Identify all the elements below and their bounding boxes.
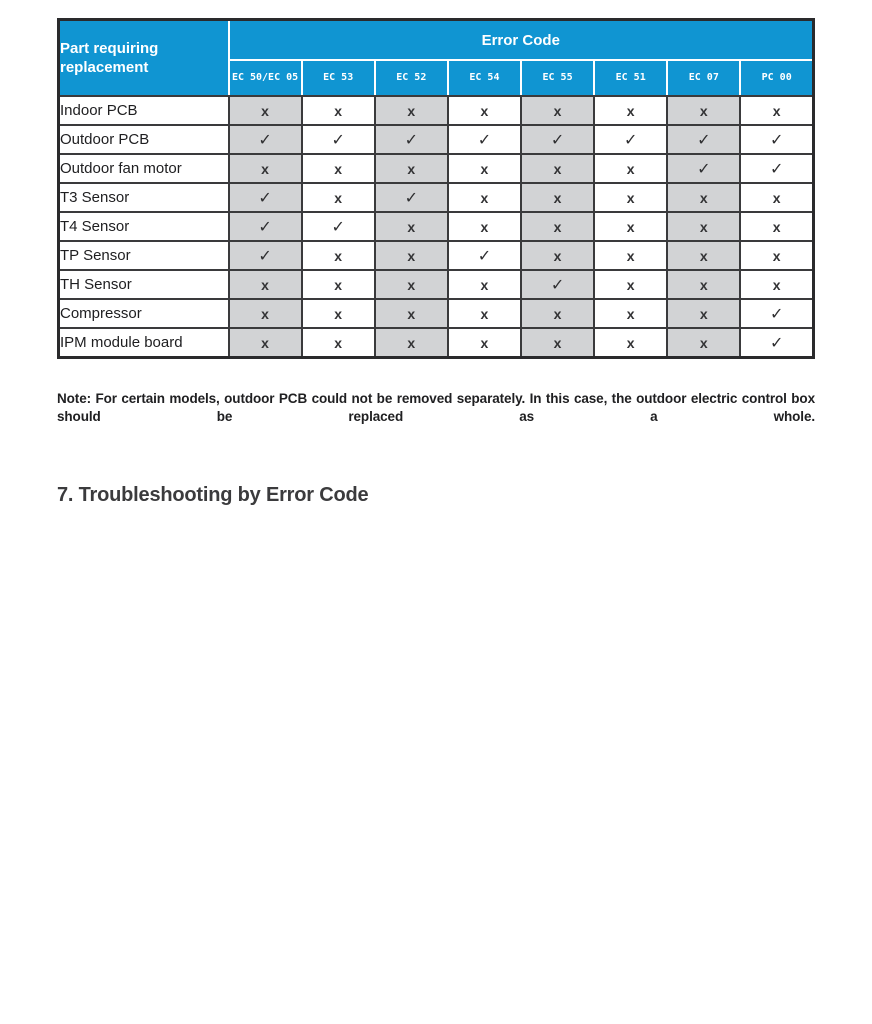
x-mark-cell: x: [375, 328, 448, 358]
error-code-column-header: EC 51: [594, 60, 667, 96]
x-mark-cell: x: [229, 154, 302, 183]
error-code-column-header: EC 55: [521, 60, 594, 96]
x-mark-cell: x: [302, 270, 375, 299]
x-mark-cell: x: [594, 299, 667, 328]
x-mark-cell: x: [667, 96, 740, 125]
part-replacement-table: [57, 18, 815, 359]
check-mark-cell: ✓: [302, 212, 375, 241]
check-mark-cell: ✓: [740, 328, 813, 358]
check-mark-cell: ✓: [448, 241, 521, 270]
x-mark-cell: x: [448, 328, 521, 358]
table-row: [59, 154, 814, 183]
x-mark-cell: x: [594, 328, 667, 358]
x-mark-cell: x: [302, 328, 375, 358]
check-mark-cell: ✓: [448, 125, 521, 154]
x-mark-cell: x: [302, 299, 375, 328]
x-mark-cell: x: [521, 299, 594, 328]
x-mark-cell: x: [521, 154, 594, 183]
table-row: [59, 328, 814, 358]
x-mark-cell: x: [521, 212, 594, 241]
error-code-column-header: EC 53: [302, 60, 375, 96]
check-mark-cell: ✓: [521, 125, 594, 154]
row-label: Outdoor fan motor: [59, 154, 229, 183]
check-mark-cell: ✓: [521, 270, 594, 299]
x-mark-cell: x: [521, 183, 594, 212]
row-label: TP Sensor: [59, 241, 229, 270]
note-text: Note: For certain models, outdoor PCB could not be removed separately. In this case, the outdoor electric control box should be replaced as a whole.: [57, 390, 815, 425]
check-mark-cell: ✓: [302, 125, 375, 154]
x-mark-cell: x: [594, 241, 667, 270]
check-mark-cell: ✓: [375, 125, 448, 154]
x-mark-cell: x: [594, 212, 667, 241]
x-mark-cell: x: [667, 241, 740, 270]
error-code-group-header: Error Code: [229, 20, 814, 61]
x-mark-cell: x: [521, 241, 594, 270]
x-mark-cell: x: [448, 212, 521, 241]
error-code-column-header: PC 00: [740, 60, 813, 96]
check-mark-cell: ✓: [229, 212, 302, 241]
x-mark-cell: x: [448, 299, 521, 328]
x-mark-cell: x: [302, 241, 375, 270]
check-mark-cell: ✓: [594, 125, 667, 154]
row-label: T3 Sensor: [59, 183, 229, 212]
check-mark-cell: ✓: [229, 125, 302, 154]
x-mark-cell: x: [667, 328, 740, 358]
x-mark-cell: x: [229, 96, 302, 125]
x-mark-cell: x: [521, 96, 594, 125]
x-mark-cell: x: [594, 183, 667, 212]
error-code-column-header: EC 52: [375, 60, 448, 96]
x-mark-cell: x: [594, 270, 667, 299]
x-mark-cell: x: [375, 154, 448, 183]
x-mark-cell: x: [375, 96, 448, 125]
check-mark-cell: ✓: [229, 241, 302, 270]
table-row: [59, 299, 814, 328]
x-mark-cell: x: [740, 241, 813, 270]
section-heading: 7. Troubleshooting by Error Code: [57, 483, 369, 506]
row-label: Outdoor PCB: [59, 125, 229, 154]
x-mark-cell: x: [302, 183, 375, 212]
x-mark-cell: x: [229, 299, 302, 328]
x-mark-cell: x: [448, 154, 521, 183]
x-mark-cell: x: [740, 96, 813, 125]
check-mark-cell: ✓: [740, 299, 813, 328]
check-mark-cell: ✓: [740, 125, 813, 154]
table-row: [59, 270, 814, 299]
error-code-column-header: EC 07: [667, 60, 740, 96]
x-mark-cell: x: [229, 328, 302, 358]
row-label: Compressor: [59, 299, 229, 328]
error-code-column-header: EC 50/EC 05: [229, 60, 302, 96]
check-mark-cell: ✓: [229, 183, 302, 212]
table-row: [59, 212, 814, 241]
x-mark-cell: x: [375, 270, 448, 299]
table-row: [59, 241, 814, 270]
row-label: TH Sensor: [59, 270, 229, 299]
x-mark-cell: x: [667, 212, 740, 241]
row-label: T4 Sensor: [59, 212, 229, 241]
x-mark-cell: x: [302, 154, 375, 183]
check-mark-cell: ✓: [667, 125, 740, 154]
x-mark-cell: x: [448, 96, 521, 125]
x-mark-cell: x: [229, 270, 302, 299]
x-mark-cell: x: [740, 212, 813, 241]
row-label: IPM module board: [59, 328, 229, 358]
x-mark-cell: x: [375, 212, 448, 241]
check-mark-cell: ✓: [375, 183, 448, 212]
x-mark-cell: x: [594, 96, 667, 125]
check-mark-cell: ✓: [667, 154, 740, 183]
x-mark-cell: x: [448, 270, 521, 299]
x-mark-cell: x: [302, 96, 375, 125]
x-mark-cell: x: [740, 183, 813, 212]
check-mark-cell: ✓: [740, 154, 813, 183]
x-mark-cell: x: [448, 183, 521, 212]
x-mark-cell: x: [740, 270, 813, 299]
x-mark-cell: x: [667, 183, 740, 212]
x-mark-cell: x: [375, 299, 448, 328]
error-code-column-header: EC 54: [448, 60, 521, 96]
x-mark-cell: x: [375, 241, 448, 270]
row-label: Indoor PCB: [59, 96, 229, 125]
x-mark-cell: x: [667, 270, 740, 299]
table-row: [59, 183, 814, 212]
table-row: [59, 96, 814, 125]
x-mark-cell: x: [594, 154, 667, 183]
corner-header: Part requiring replacement: [59, 20, 229, 97]
x-mark-cell: x: [667, 299, 740, 328]
x-mark-cell: x: [521, 328, 594, 358]
table-row: [59, 125, 814, 154]
